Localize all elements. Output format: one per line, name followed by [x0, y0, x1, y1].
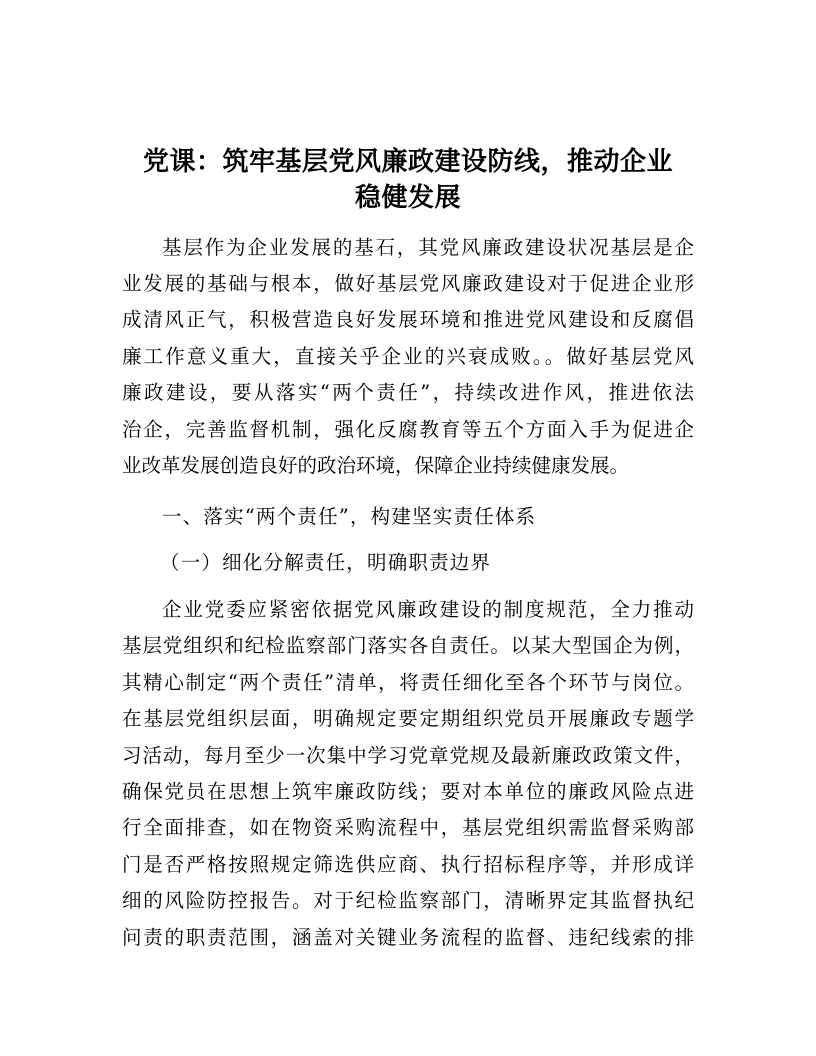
intro-paragraph-line: 治企，完善监督机制，强化反腐教育等五个方面入手为促进企 — [122, 418, 694, 441]
document-title-line-2: 稳健发展 — [354, 183, 461, 213]
subsection-heading: （一）细化分解责任，明确职责边界 — [160, 551, 492, 574]
body-paragraph-line: 基层党组织和纪检监察部门落实各自责任。以某大型国企为例， — [122, 634, 694, 657]
body-paragraph-line: 细的风险防控报告。对于纪检监察部门，清晰界定其监督执纪 — [122, 889, 694, 912]
intro-paragraph-line: 业发展的基础与根本，做好基层党风廉政建设对于促进企业形 — [122, 272, 694, 295]
body-paragraph-line: 习活动，每月至少一次集中学习党章党规及最新廉政政策文件， — [122, 744, 694, 767]
body-paragraph-line: 在基层党组织层面，明确规定要定期组织党员开展廉政专题学 — [122, 707, 694, 730]
body-paragraph-line: 确保党员在思想上筑牢廉政防线；要对本单位的廉政风险点进 — [122, 780, 694, 803]
section-heading: 一、落实“两个责任”，构建坚实责任体系 — [162, 505, 537, 528]
body-paragraph-line: 行全面排查，如在物资采购流程中，基层党组织需监督采购部 — [122, 816, 694, 839]
body-paragraph-line: 问责的职责范围，涵盖对关键业务流程的监督、违纪线索的排 — [122, 926, 694, 949]
body-paragraph-line: 门是否严格按照规定筛选供应商、执行招标程序等，并形成详 — [122, 853, 694, 876]
intro-paragraph-line: 廉政建设，要从落实“两个责任”，持续改进作风，推进依法 — [122, 381, 694, 404]
intro-paragraph-line: 成清风正气，积极营造良好发展环境和推进党风建设和反腐倡 — [122, 308, 694, 331]
body-paragraph-line: 其精心制定“两个责任”清单，将责任细化至各个环节与岗位。 — [122, 671, 694, 694]
document-title-line-1: 党课：筑牢基层党风廉政建设防线，推动企业 — [142, 147, 673, 177]
intro-paragraph-line: 基层作为企业发展的基石，其党风廉政建设状况基层是企 — [162, 236, 694, 259]
body-paragraph-line: 企业党委应紧密依据党风廉政建设的制度规范，全力推动 — [162, 598, 694, 621]
intro-paragraph-line: 廉工作意义重大，直接关乎企业的兴衰成败。。做好基层党风 — [122, 345, 694, 368]
intro-paragraph-line: 业改革发展创造良好的政治环境，保障企业持续健康发展。 — [122, 454, 630, 477]
